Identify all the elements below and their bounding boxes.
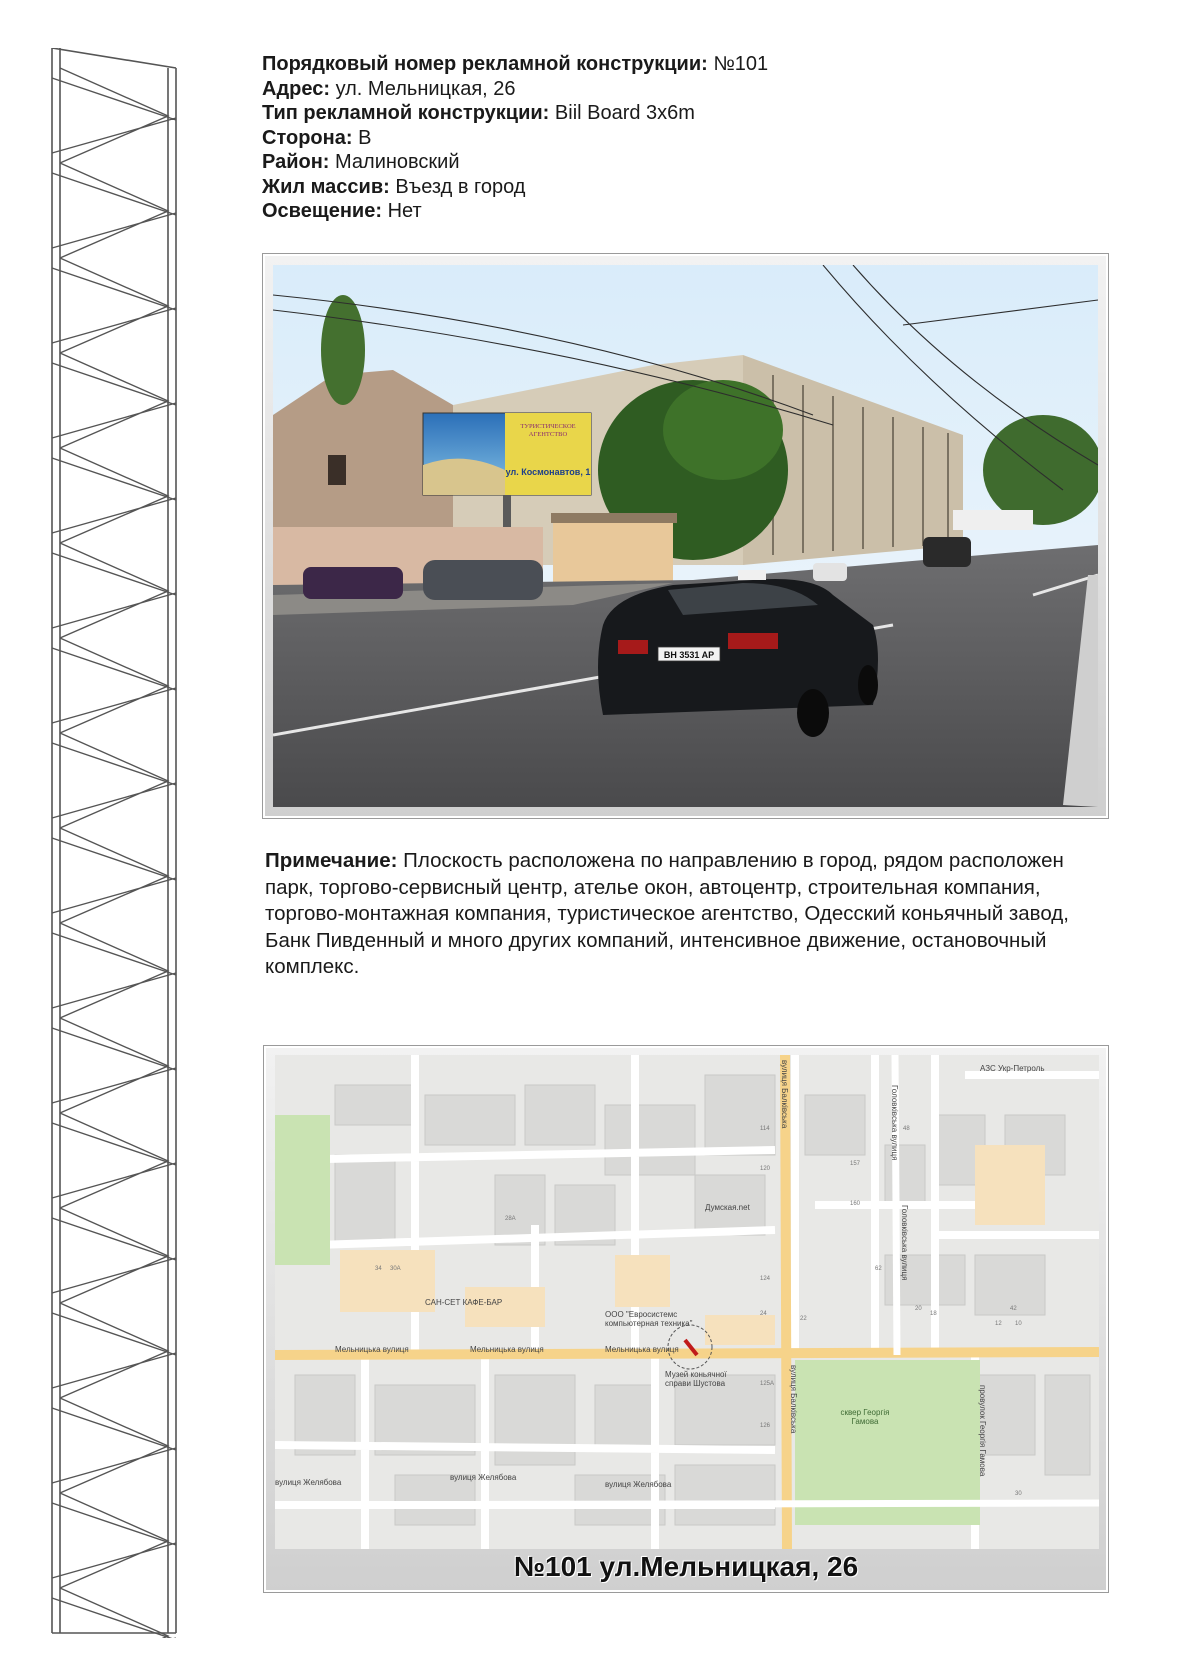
info-row-lighting bbox=[262, 199, 768, 224]
map-label-square-2: Гамова bbox=[851, 1417, 879, 1426]
info-label: Жил массив: bbox=[262, 175, 390, 198]
info-row-address bbox=[262, 77, 768, 102]
info-value: Малиновский bbox=[335, 151, 460, 173]
map-house-number: 62 bbox=[875, 1266, 882, 1272]
map-house-number: 34 bbox=[375, 1266, 382, 1272]
info-row-number bbox=[262, 52, 768, 77]
map-street-golovkivska-1: Головківська вулиця bbox=[890, 1085, 899, 1161]
map-label-dumska: Думская.net bbox=[705, 1203, 750, 1212]
map-street-zhelyabova-1: вулиця Желябова bbox=[275, 1478, 342, 1487]
map-street-balkivska-south: вулиця Балківська bbox=[789, 1365, 798, 1434]
map-street-melnytska-3: Мельницька вулиця bbox=[605, 1345, 679, 1354]
location-map bbox=[275, 1055, 1099, 1549]
map-street-melnytska-1: Мельницька вулиця bbox=[335, 1345, 409, 1354]
map-house-number: 125А bbox=[760, 1381, 775, 1387]
info-label: Тип рекламной конструкции: bbox=[262, 102, 550, 124]
map-frame bbox=[263, 1045, 1109, 1593]
map-label-eurosys-1: ООО "Евросистемс bbox=[605, 1310, 678, 1319]
map-house-number: 20 bbox=[915, 1306, 922, 1312]
note-text: Плоскость расположена по направлению в город, рядом расположен парк, торгово-сервисный центр, ателье окон, автоцентр, строительная компания, торгово-монтажная компания, туристическое агентство, Одесский коньячный завод, Банк Пивденный и много других компаний, интенсивное движение, остановочный комплекс. bbox=[265, 849, 1069, 978]
street-photo bbox=[273, 265, 1098, 807]
map-house-number: 30А bbox=[390, 1266, 401, 1272]
info-label: Освещение: bbox=[262, 200, 382, 222]
map-house-number: 126 bbox=[760, 1423, 771, 1429]
map-house-number: 30 bbox=[1015, 1491, 1022, 1497]
map-caption: №101 ул.Мельницкая, 26 bbox=[513, 1551, 859, 1582]
info-label: Порядковый номер рекламной конструкции: bbox=[262, 53, 708, 75]
license-plate: BH 3531 AP bbox=[663, 650, 715, 660]
info-value: Въезд в город bbox=[395, 175, 526, 198]
map-house-number: 124 bbox=[760, 1276, 771, 1282]
map-house-number: 22 bbox=[800, 1316, 807, 1322]
map-house-number: 24 bbox=[760, 1311, 767, 1317]
info-row-side bbox=[262, 126, 768, 151]
photo-frame bbox=[262, 253, 1109, 819]
map-street-zhelyabova-2: вулиця Желябова bbox=[450, 1473, 517, 1482]
map-house-number: 12 bbox=[995, 1321, 1002, 1327]
note-label: Примечание: bbox=[265, 849, 398, 872]
info-label: Район: bbox=[262, 151, 330, 173]
info-value: Нет bbox=[387, 200, 422, 222]
map-street-melnytska-2: Мельницька вулиця bbox=[470, 1345, 544, 1354]
map-house-number: 18 bbox=[930, 1311, 937, 1317]
map-label-square-1: сквер Георгія bbox=[840, 1408, 890, 1417]
info-block bbox=[262, 52, 768, 224]
truss-decoration bbox=[50, 48, 190, 1638]
map-label-azs: АЗС Укр-Петроль bbox=[980, 1064, 1045, 1073]
billboard-title-2: АГЕНТСТВО bbox=[528, 431, 568, 438]
map-label-museum-2: справи Шустова bbox=[665, 1379, 726, 1388]
map-label-cafe: САН-СЕТ КАФЕ-БАР bbox=[425, 1298, 503, 1307]
map-house-number: 42 bbox=[1010, 1306, 1017, 1312]
info-value: №101 bbox=[713, 53, 769, 75]
map-house-number: 10 bbox=[1015, 1321, 1022, 1327]
map-house-number: 160 bbox=[850, 1201, 861, 1207]
map-street-balkivska-north: вулиця Балківська bbox=[780, 1060, 789, 1129]
billboard-title-1: ТУРИСТИЧЕСКОЕ bbox=[520, 423, 576, 430]
info-row-type bbox=[262, 101, 768, 126]
info-value: Biil Board 3x6m bbox=[554, 102, 695, 124]
map-house-number: 114 bbox=[760, 1126, 770, 1132]
map-house-number: 48 bbox=[903, 1126, 910, 1132]
map-label-museum-1: Музей коньячної bbox=[665, 1370, 727, 1379]
note-block bbox=[265, 848, 1105, 981]
info-row-area bbox=[262, 175, 768, 200]
info-value: B bbox=[358, 126, 372, 149]
info-label: Сторона: bbox=[262, 126, 353, 149]
map-street-golovkivska-2: Головківська вулиця bbox=[900, 1205, 909, 1281]
map-street-gamova: провулок Георгія Гамова bbox=[978, 1385, 987, 1477]
info-row-district bbox=[262, 150, 768, 175]
map-house-number: 28А bbox=[505, 1216, 516, 1222]
map-street-zhelyabova-3: вулиця Желябова bbox=[605, 1480, 672, 1489]
map-house-number: 157 bbox=[850, 1161, 861, 1167]
info-value: ул. Мельницкая, 26 bbox=[335, 77, 516, 100]
map-label-eurosys-2: компьютерная техника" bbox=[605, 1319, 693, 1328]
info-label: Адрес: bbox=[262, 77, 330, 100]
map-house-number: 120 bbox=[760, 1166, 771, 1172]
billboard-address: ул. Космонавтов, 1 bbox=[505, 467, 591, 477]
